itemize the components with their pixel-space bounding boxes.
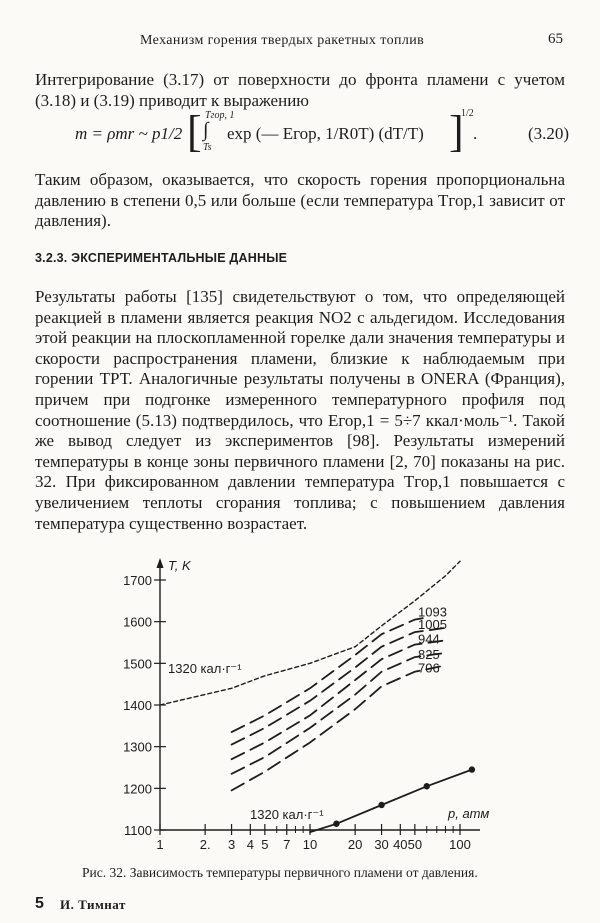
data-point xyxy=(378,802,384,808)
right-bracket: ] xyxy=(449,107,464,156)
integrand: exp (— Eгор, 1/R0T) (dT/T) xyxy=(227,124,424,143)
page-number: 65 xyxy=(548,31,563,47)
solid-series-label: 1320 кал·г⁻¹ xyxy=(250,806,324,822)
paragraph-results: Результаты работы [135] свидетельствуют о том, что определяющей реакцией в пламени является реакция NO2 с альдегидом. Исследования этой реакции на плоскопламенной горелке дали значения температуры и скорости распространения пламени, близкие к наблюдаемым при горении ТРТ. Аналогичные результаты получены в ONERA (Франция), причем при подгонке измеренного температурного профиля под соотношение (5.13) подтвердилось, что Eгор,1 = 5÷7 ккал·моль⁻¹. Такой же вывод следует из экспериментов [98]. Результаты измерений температуры в конце зоны первичного пламени [2, 70] показаны на рис. 32. При фиксированном давлении температура Tгор,1 повышается с увеличением теплоты сгорания топлива; с повышением давления температура существенно возрастает. xyxy=(35,287,565,533)
y-tick-label: 1200 xyxy=(123,781,152,797)
equation-number: (3.20) xyxy=(528,124,570,143)
x-tick-label: 5 xyxy=(261,837,269,852)
y-tick-label: 1100 xyxy=(124,823,152,838)
x-tick-label: 100 xyxy=(449,837,471,852)
footer-number: 5 xyxy=(35,895,44,912)
integral-upper-limit: Tгор, 1 xyxy=(205,110,235,121)
series-line xyxy=(160,561,460,705)
series-line xyxy=(232,665,446,790)
series-label: 944 xyxy=(418,631,440,647)
x-tick-label: 4 xyxy=(246,837,254,852)
series-label: 706 xyxy=(418,660,440,676)
y-tick-label: 1600 xyxy=(123,614,152,630)
x-tick-label: 3 xyxy=(227,837,236,852)
x-tick-label: 50 xyxy=(407,837,423,852)
section-heading: 3.2.3. ЭКСПЕРИМЕНТАЛЬНЫЕ ДАННЫЕ xyxy=(35,251,288,265)
x-tick-label: 20 xyxy=(347,837,363,852)
equation-lhs: m = ρтr ~ p1/2 xyxy=(75,124,183,143)
series-label: 1005 xyxy=(418,617,447,633)
integral-lower-limit: Ts xyxy=(203,142,212,153)
series-label: 1093 xyxy=(418,604,447,620)
x-tick-label: 2. xyxy=(199,837,211,852)
x-tick-label: 7 xyxy=(283,837,291,852)
paragraph-intro: Интегрирование (3.17) от поверхности до фронта пламени с учетом (3.18) и (3.19) приводит к выражению xyxy=(35,70,565,110)
x-axis-label: p, атм xyxy=(448,806,490,821)
equation-period: . xyxy=(473,124,478,143)
y-tick-label: 1300 xyxy=(123,739,152,755)
x-tick-label: 1 xyxy=(156,837,164,852)
data-point xyxy=(424,783,430,789)
x-tick-label: 10 xyxy=(302,837,318,852)
paragraph-conclusion: Таким образом, оказывается, что скорость горения пропорциональна давлению в степени 0,5 или больше (если температура Tгор,1 зависит от давления). xyxy=(35,170,565,231)
left-bracket: [ xyxy=(187,107,202,156)
x-tick-label: 40 xyxy=(393,837,408,852)
y-tick-label: 1500 xyxy=(123,656,152,672)
figure-caption: Рис. 32. Зависимость температуры первичного пламени от давления. xyxy=(82,865,478,880)
y-tick-label: 1400 xyxy=(123,698,152,713)
x-tick-label: 30 xyxy=(374,837,389,852)
y-axis-arrow xyxy=(157,558,164,568)
bracket-exponent: 1/2 xyxy=(461,108,474,119)
data-point xyxy=(333,821,339,827)
series-label: 825 xyxy=(418,646,440,662)
series-line xyxy=(232,618,427,733)
y-tick-label: 1700 xyxy=(123,573,152,588)
running-header-title: Механизм горения твердых ракетных топлив xyxy=(140,33,425,48)
y-axis-label: T, K xyxy=(168,558,191,573)
integral-sign: ∫ xyxy=(203,119,209,141)
footer-author: И. Тимнат xyxy=(60,897,126,912)
data-point xyxy=(469,766,475,772)
dotted-series-label: 1320 кал·г⁻¹ xyxy=(168,660,242,676)
series-line xyxy=(232,653,446,774)
